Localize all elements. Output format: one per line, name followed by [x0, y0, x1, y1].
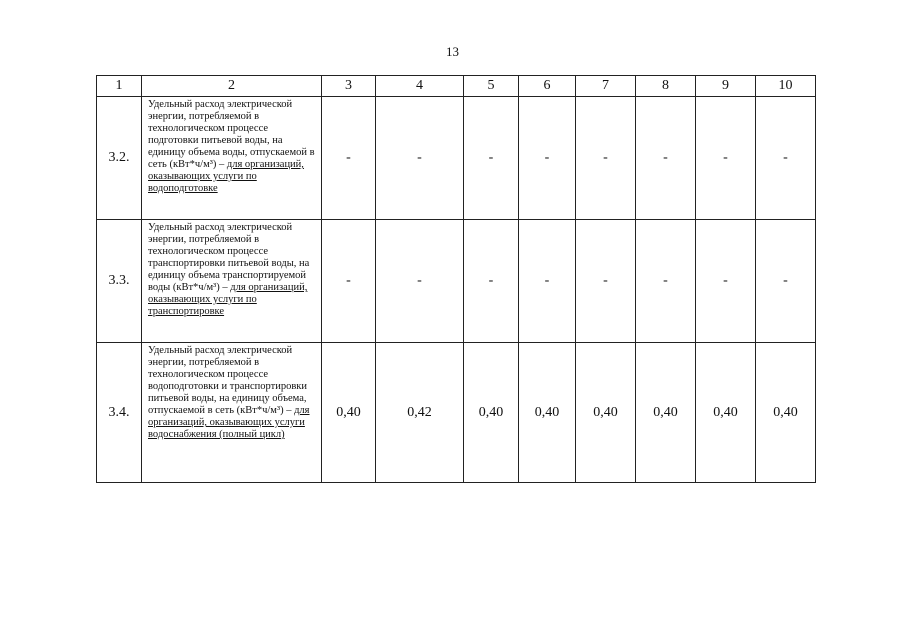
value-cell: - [322, 97, 376, 220]
value-cell: 0,40 [576, 343, 636, 483]
description-text: Удельный расход электрической энергии, потребляемой в технологическом процессе подготовки питьевой воды, на единицу объема воды, отпускаемой в сеть (кВт*ч/м³) – [148, 99, 315, 170]
row-description [142, 220, 322, 343]
value-cell: 0,40 [519, 343, 576, 483]
value-cell: - [519, 97, 576, 220]
value-cell: - [464, 97, 519, 220]
value-cell: - [322, 220, 376, 343]
value-cell: - [464, 220, 519, 343]
description-underlined-text: для организаций, оказывающих услуги по водоподготовке [148, 159, 304, 194]
value-cell: - [376, 97, 464, 220]
data-table [96, 75, 816, 483]
value-cell: - [636, 97, 696, 220]
column-header: 5 [464, 76, 519, 97]
column-header: 10 [756, 76, 816, 97]
table-row [97, 97, 816, 220]
value-cell: - [576, 97, 636, 220]
value-cell: 0,40 [322, 343, 376, 483]
table-header-row [97, 76, 816, 97]
column-header: 2 [142, 76, 322, 97]
row-description [142, 97, 322, 220]
value-cell: - [696, 97, 756, 220]
value-cell: - [576, 220, 636, 343]
description-underlined-text: для организаций, оказывающих услуги водоснабжения (полный цикл) [148, 405, 310, 440]
column-header: 8 [636, 76, 696, 97]
value-cell: - [519, 220, 576, 343]
column-header: 7 [576, 76, 636, 97]
row-description [142, 343, 322, 483]
value-cell: - [636, 220, 696, 343]
description-underlined-text: для организаций, оказывающих услуги по транспортировке [148, 282, 308, 317]
table-row [97, 220, 816, 343]
value-cell: 0,40 [464, 343, 519, 483]
value-cell: 0,40 [696, 343, 756, 483]
column-header: 3 [322, 76, 376, 97]
column-header: 6 [519, 76, 576, 97]
page-number: 13 [446, 44, 459, 59]
column-header: 4 [376, 76, 464, 97]
row-number: 3.4. [97, 343, 142, 483]
row-number: 3.3. [97, 220, 142, 343]
value-cell: 0,40 [756, 343, 816, 483]
value-cell: - [696, 220, 756, 343]
column-header: 9 [696, 76, 756, 97]
table-row [97, 343, 816, 483]
description-text: Удельный расход электрической энергии, потребляемой в технологическом процессе водоподготовки и транспортировки питьевой воды, на единицу объема, отпускаемой в сеть (кВт*ч/м³) – [148, 345, 308, 416]
description-text: Удельный расход электрической энергии, потребляемой в технологическом процессе транспортировки питьевой воды, на единицу объема транспортируемой воды (кВт*ч/м³) – [148, 222, 310, 293]
value-cell: 0,40 [636, 343, 696, 483]
value-cell: - [756, 97, 816, 220]
row-number: 3.2. [97, 97, 142, 220]
value-cell: - [376, 220, 464, 343]
column-header: 1 [97, 76, 142, 97]
value-cell: 0,42 [376, 343, 464, 483]
value-cell: - [756, 220, 816, 343]
